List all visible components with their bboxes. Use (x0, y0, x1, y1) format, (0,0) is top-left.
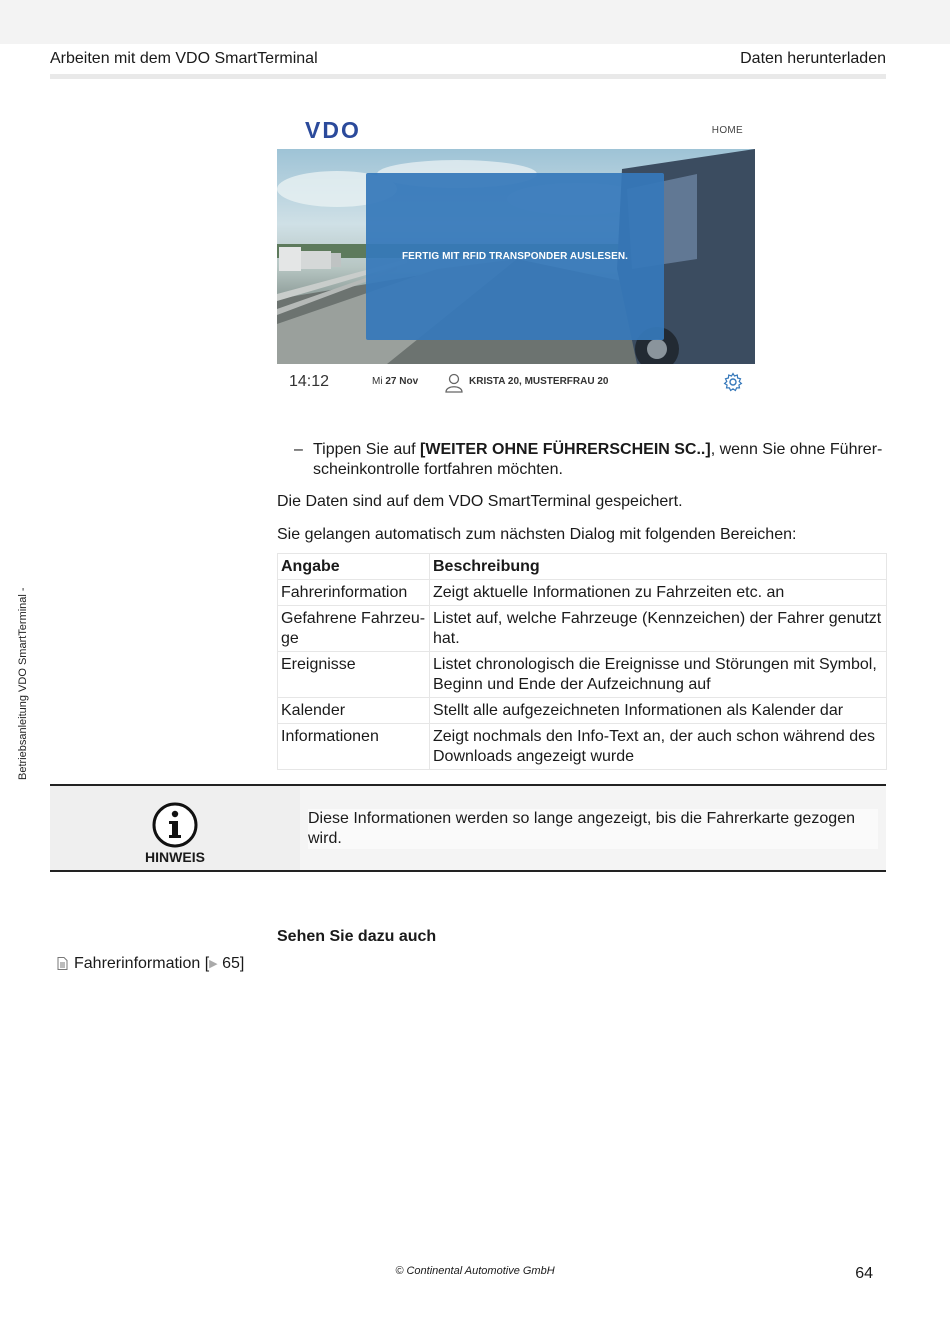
table-row (278, 652, 887, 698)
note-box (50, 784, 886, 872)
dialog-message: FERTIG MIT RFID TRANSPONDER AUSLESEN. (401, 251, 629, 262)
table-header-cell: Angabe (278, 554, 430, 580)
table-row (278, 698, 887, 724)
table-header-row (278, 554, 887, 580)
footer-copyright: © Continental Automotive GmbH (395, 1265, 555, 1277)
bullet-dash: – (294, 441, 303, 458)
table-cell: Listet chronologisch die Ereignisse und Störungen mit Symbol, Beginn und Ende der Aufzeichnung auf (430, 652, 887, 698)
home-link[interactable]: HOME (711, 125, 743, 136)
table-cell: Stellt alle aufgezeichneten Informationen als Kalender dar (430, 698, 887, 724)
status-time: 14:12 (289, 373, 330, 390)
bullet-text (313, 440, 889, 480)
page-number: 64 (855, 1265, 873, 1282)
status-date (372, 376, 418, 387)
vdo-logo-text: VDO (305, 118, 361, 142)
note-icon-area (50, 786, 300, 870)
sidebar-title: Betriebsanleitung VDO SmartTerminal - (17, 587, 29, 780)
areas-table (277, 553, 887, 770)
table-header-cell: Beschreibung (430, 554, 887, 580)
table-cell: Gefahrene Fahrzeu-ge (278, 606, 430, 652)
truck-background-image (277, 149, 755, 364)
table-cell: Ereignisse (278, 652, 430, 698)
status-dialog (366, 173, 664, 340)
status-date-value: 27 Nov (385, 376, 419, 387)
person-icon (445, 373, 463, 393)
info-icon (152, 802, 198, 848)
table-row (278, 606, 887, 652)
paragraph-saved: Die Daten sind auf dem VDO SmartTerminal gespeichert. (277, 493, 683, 510)
table-row (278, 580, 887, 606)
table-cell: Fahrerinformation (278, 580, 430, 606)
see-also-heading: Sehen Sie dazu auch (277, 928, 437, 945)
header-section: Daten herunterladen (740, 50, 886, 67)
vdo-logo (305, 118, 395, 142)
paragraph-next-dialog: Sie gelangen automatisch zum nächsten Dialog mit folgenden Bereichen: (277, 526, 797, 543)
header-chapter: Arbeiten mit dem VDO SmartTerminal (50, 50, 318, 67)
smartterminal-screenshot (277, 112, 755, 398)
see-also-link[interactable]: Fahrerinformation [▶ 65] (57, 955, 244, 973)
table-row (278, 724, 887, 770)
page-ref-arrow-icon: ▶ (209, 958, 218, 970)
gear-icon[interactable] (723, 372, 743, 392)
note-label: HINWEIS (145, 849, 205, 865)
status-user: KRISTA 20, MUSTERFRAU 20 (469, 376, 609, 387)
link-text[interactable]: Fahrerinformation (74, 955, 201, 972)
table-cell: Zeigt nochmals den Info-Text an, der auch schon während des Downloads angezeigt wurde (430, 724, 887, 770)
bullet-suffix: , wenn Sie ohne Führer-scheinkontrolle fortfahren möchten. (313, 441, 883, 478)
link-page[interactable]: 65 (222, 955, 240, 972)
note-text: Diese Informationen werden so lange angezeigt, bis die Fahrerkarte gezogen wird. (308, 809, 878, 849)
table-cell: Listet auf, welche Fahrzeuge (Kennzeichen) der Fahrer genutzt hat. (430, 606, 887, 652)
document-icon (57, 957, 68, 970)
table-cell: Informationen (278, 724, 430, 770)
table-cell: Zeigt aktuelle Informationen zu Fahrzeiten etc. an (430, 580, 887, 606)
status-day: Mi (372, 376, 383, 387)
top-band (0, 0, 950, 44)
table-cell: Kalender (278, 698, 430, 724)
header-divider (50, 74, 886, 79)
bullet-prefix: Tippen Sie auf (313, 441, 421, 458)
bullet-button-ref: [WEITER OHNE FÜHRERSCHEIN SC..] (420, 441, 711, 458)
